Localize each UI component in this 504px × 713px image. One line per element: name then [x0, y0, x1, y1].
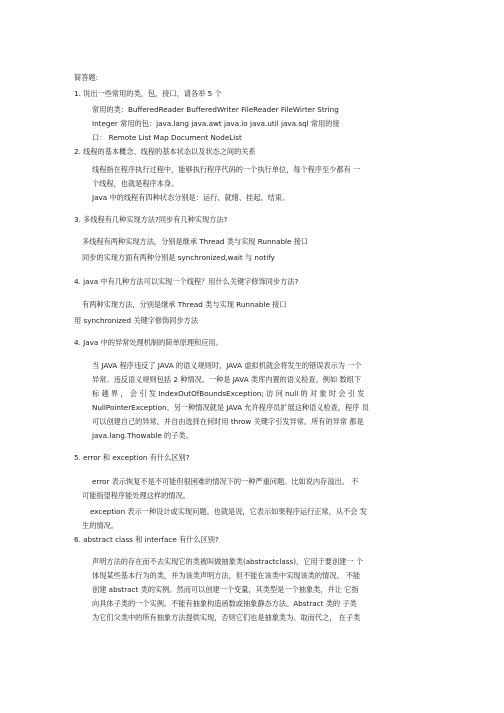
answer-line: 声明方法的存在而不去实现它的类被叫做抽象类(abstractclass)，它用于要创建一 个: [92, 557, 364, 566]
answer-line: exception 表示一种设计或实现问题。也就是说，它表示如果程序运行正常，从不会 发: [90, 507, 367, 516]
answer-line: NullPointerException。另一种情况就是 JAVA 允许程序员扩展这种语义检查，程序 员: [92, 403, 369, 412]
answer-line: 异常。违反语义规则包括 2 种情况。一种是 JAVA 类库内置的语义检查。例如 数组下: [92, 375, 362, 384]
answer-line: 个线程，也就是程序本身。: [92, 179, 179, 188]
answer-line: 可以创建自己的异常，并自由选择在何时用 throw 关键字引发异常。所有的异常 都是: [92, 417, 364, 426]
answer-line: 多线程有两种实现方法，分别是继承 Thread 类与实现 Runnable 接口: [82, 237, 309, 246]
question-3: 3. 多线程有几种实现方法?同步有几种实现方法?: [74, 215, 228, 224]
answer-line: 标 越 界 ， 会 引 发 IndexOutOfBoundsException; 访 问 null 的 对 象 时 会 引 发: [92, 389, 365, 398]
answer-line: 用 synchronized 关键字修饰同步方法: [74, 316, 199, 325]
question-6: 6. abstract class 和 interface 有什么区别?: [74, 535, 219, 544]
answer-line: 生的情况。: [82, 521, 118, 530]
answer-line: 为它们父类中的所有抽象方法提供实现，否则它们也是抽象类为。取而代之， 在子类: [92, 613, 361, 622]
answer-line: 当 JAVA 程序违反了 JAVA 的语义规则时，JAVA 虚拟机就会将发生的错误表示为 一个: [92, 361, 362, 370]
question-1: 1. 说出一些常用的类，包，接口，请各举 5 个: [74, 89, 222, 98]
heading: 简答题:: [74, 73, 98, 82]
question-4b: 4. Java 中的异常处理机制的简单原理和应用。: [74, 338, 223, 347]
answer-line: 同步的实现方面有两种分别是 synchronized,wait 与 notify: [82, 253, 275, 262]
answer-line: java.lang.Thowable 的子类。: [92, 431, 193, 440]
answer-line: 体现某些基本行为的类，并为该类声明方法，但不能在该类中实现该类的情况。 不能: [92, 571, 361, 580]
answer-line: 常用的类：BufferedReader BufferedWriter FileReader FileWirter String: [92, 105, 339, 114]
answer-line: error 表示恢复不是不可能但很困难的情况下的一种严重问题。比如说内存溢出。 不: [92, 477, 359, 486]
answer-line: 创建 abstract 类的实例。然而可以创建一个变量，其类型是一个抽象类，并让 它指: [92, 585, 359, 594]
answer-line: Integer 常用的包：java.lang java.awt java.io java.util java.sql 常用的接: [92, 119, 340, 128]
answer-line: 向具体子类的一个实例。不能有抽象构造函数或抽象静态方法。Abstract 类的 子类: [92, 599, 357, 608]
answer-line: 可能指望程序能处理这样的情况。: [82, 491, 190, 500]
answer-line: Java 中的线程有四种状态分别是：运行、就绪、挂起、结束。: [92, 193, 290, 202]
answer-line: 有两种实现方法，分别是继承 Thread 类与实现 Runnable 接口: [82, 300, 287, 309]
answer-line: 口： Remote List Map Document NodeList: [92, 133, 242, 142]
question-4: 4. java 中有几种方法可以实现一个线程？用什么关键字修饰同步方法?: [74, 277, 299, 286]
question-2: 2. 线程的基本概念、线程的基本状态以及状态之间的关系: [74, 147, 256, 156]
answer-line: 线程指在程序执行过程中，能够执行程序代码的一个执行单位，每个程序至少都有 一: [92, 165, 361, 174]
question-5: 5. error 和 exception 有什么区别?: [74, 453, 190, 462]
